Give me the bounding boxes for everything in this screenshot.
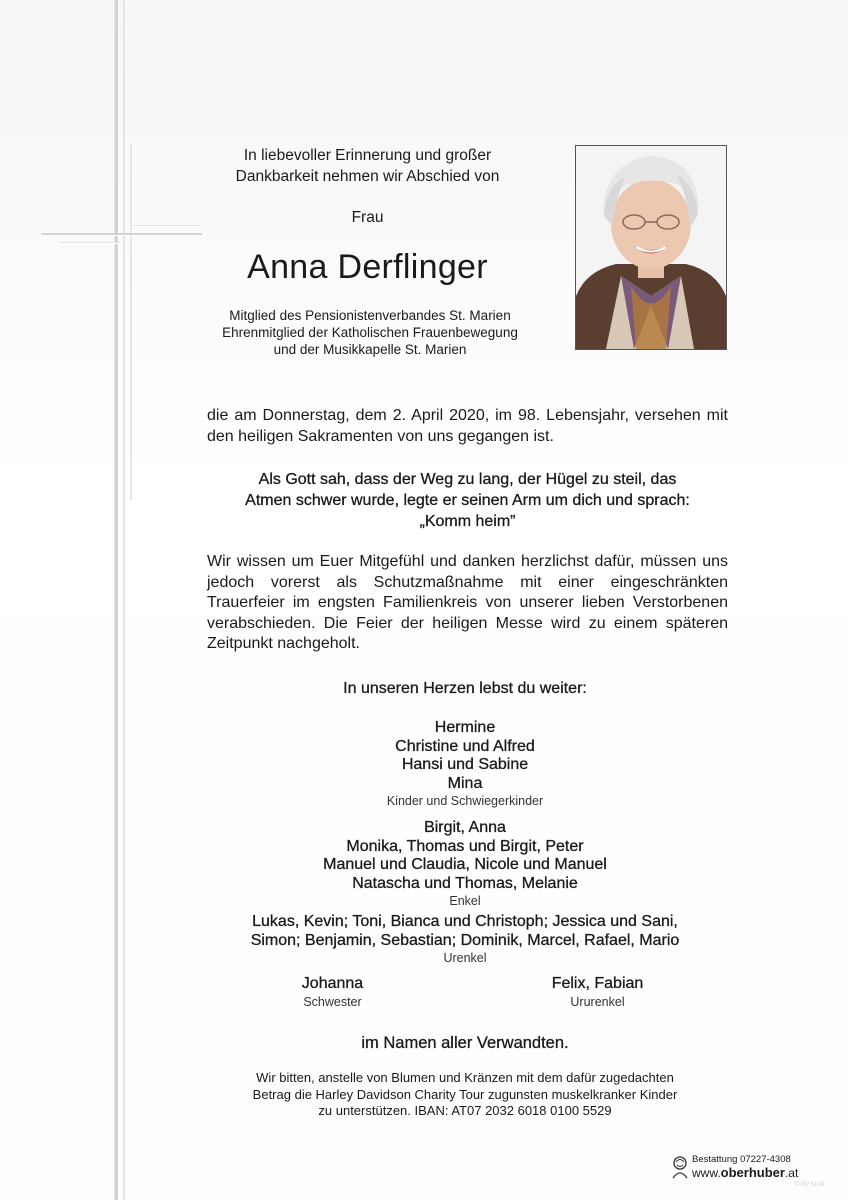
intro-line: In liebevoller Erinnerung und großer: [243, 147, 492, 164]
intro-line: Dankbarkeit nehmen wir Abschied von: [235, 168, 500, 185]
on-behalf-line: im Namen aller Verwandten.: [361, 1034, 569, 1052]
cross-horizontal-line-thin: [60, 242, 120, 243]
funeral-home-logo: [670, 1152, 799, 1182]
mourner-name: Lukas, Kevin; Toni, Bianca und Christoph; Jessica und Sani,: [252, 913, 678, 930]
mourner-name: Birgit, Anna: [424, 819, 506, 836]
relation-label: Ururenkel: [570, 994, 625, 1009]
quote-line: Als Gott sah, dass der Weg zu lang, der Hügel zu steil, das: [258, 471, 677, 488]
membership-line: Mitglied des Pensionistenverbandes St. Marien: [229, 308, 511, 323]
mourner-group-great-grandchildren: [170, 913, 760, 966]
funeral-home-phone: 07227-4308: [740, 1154, 791, 1165]
funeral-home-url: [692, 1165, 798, 1180]
mourner-name: Christine und Alfred: [395, 737, 535, 755]
cross-vertical-line: [115, 0, 118, 1200]
cross-vertical-line-thin: [124, 0, 125, 1200]
relation-label: Enkel: [449, 894, 481, 908]
funeral-home-contact: [692, 1154, 791, 1165]
relation-label: Schwester: [303, 994, 362, 1009]
mourner-name: Natascha und Thomas, Melanie: [352, 874, 578, 892]
cross-horizontal-line-inner: [131, 225, 201, 226]
mourner-name: Johanna: [301, 975, 364, 992]
url-prefix: www.: [692, 1166, 721, 1180]
mourner-name: Mina: [447, 774, 483, 792]
mourner-group-grandchildren: [210, 819, 720, 909]
donation-line: zu unterstützen. IBAN: AT07 2032 6018 0100 5529: [318, 1103, 612, 1118]
portrait-photo: [575, 145, 727, 350]
mourner-name: Manuel und Claudia, Nicole und Manuel: [323, 856, 607, 873]
hearts-line: In unseren Herzen lebst du weiter:: [343, 680, 587, 697]
print-stamp: © EP 3100: [795, 1182, 824, 1188]
membership-line: und der Musikkapelle St. Marien: [273, 342, 467, 357]
mourner-group-great-great-grandchildren: [510, 975, 685, 1010]
quote: [200, 469, 735, 532]
funeral-home-emblem-icon: [670, 1154, 690, 1180]
memberships: [175, 307, 565, 358]
covid-notice: Wir wissen um Euer Mitgefühl und danken herzlichst dafür, müssen uns jedoch vorerst als Schutzmaßnahme mit einer eingeschränkten Trauerfeier im engsten Familienkreis von unserer lieben Verstorbenen verabschieden. Die Feier der heiligen Messe wird zu einem späteren Zeitpunkt nachgeholt.: [207, 553, 728, 652]
mourner-name: Monika, Thomas und Birgit, Peter: [346, 837, 584, 855]
donation-line: Wir bitten, anstelle von Blumen und Kränzen mit dem dafür zugedachten: [256, 1070, 674, 1085]
mourner-group-children: [210, 719, 720, 809]
salutation: Frau: [351, 209, 384, 226]
donation-line: Betrag die Harley Davidson Charity Tour zugunsten muskelkranker Kinder: [252, 1086, 678, 1102]
quote-line: Atmen schwer wurde, legte er seinen Arm um dich und sprach:: [245, 492, 690, 509]
funeral-home-label: Bestattung: [692, 1154, 738, 1165]
mourner-name: Hermine: [434, 719, 496, 736]
portrait-image: [576, 146, 726, 349]
relation-label: Urenkel: [443, 951, 487, 965]
intro-text: [200, 145, 535, 187]
relation-label: Kinder und Schwiegerkinder: [386, 794, 544, 808]
cross-horizontal-line: [42, 233, 202, 235]
mourner-group-sister: [245, 975, 420, 1010]
mourner-name: Simon; Benjamin, Sebastian; Dominik, Marcel, Rafael, Mario: [250, 931, 680, 949]
quote-line: „Komm heim”: [419, 513, 516, 530]
url-suffix: .at: [784, 1166, 799, 1180]
mourner-name: Felix, Fabian: [551, 975, 644, 992]
deceased-name: Anna Derflinger: [247, 248, 488, 286]
donation-request: [210, 1070, 720, 1120]
membership-line: Ehrenmitglied der Katholischen Frauenbewegung: [222, 325, 518, 340]
url-brand: oberhuber: [720, 1165, 785, 1180]
cross-vertical-line-inner: [131, 145, 132, 500]
death-notice: die am Donnerstag, dem 2. April 2020, im 98. Lebensjahr, versehen mit den heiligen Sakramenten von uns gegangen ist.: [207, 407, 728, 445]
mourner-name: Hansi und Sabine: [401, 756, 529, 773]
